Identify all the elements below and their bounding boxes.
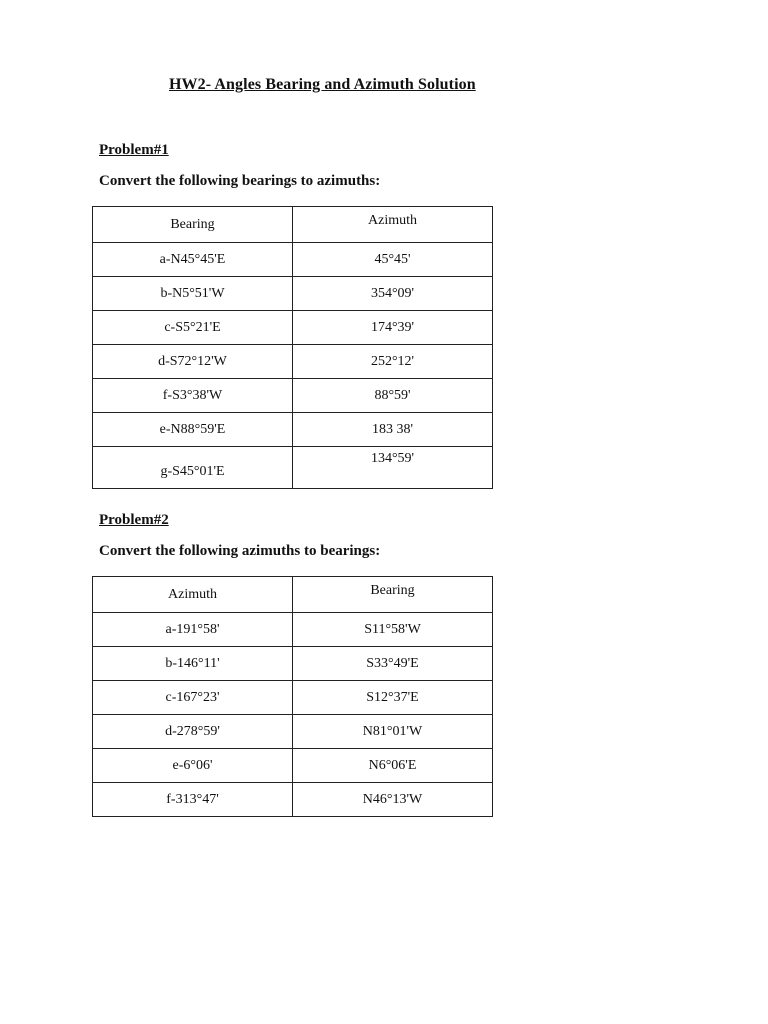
bearing-cell: a-N45°45'E	[93, 243, 293, 277]
problem2-heading: Problem#2	[99, 512, 169, 528]
table-row	[93, 345, 493, 379]
table-row	[93, 413, 493, 447]
column-header-bearing	[293, 577, 493, 613]
azimuth-cell: 45°45'	[293, 243, 493, 277]
azimuth-cell: 183 38'	[293, 413, 493, 447]
azimuth-cell: 252°12'	[293, 345, 493, 379]
azimuth-to-bearing-table	[92, 576, 493, 817]
table-header-row	[93, 577, 493, 613]
bearing-cell: b-N5°51'W	[93, 277, 293, 311]
problem1-instruction: Convert the following bearings to azimuths:	[99, 173, 381, 189]
azimuth-cell: 88°59'	[293, 379, 493, 413]
column-header-azimuth-label: Azimuth	[368, 212, 417, 228]
problem2-instruction: Convert the following azimuths to bearings:	[99, 543, 381, 559]
bearing-cell: d-S72°12'W	[93, 345, 293, 379]
bearing-cell: f-S3°38'W	[93, 379, 293, 413]
table-row	[93, 277, 493, 311]
table-row	[93, 447, 493, 489]
azimuth-cell: a-191°58'	[93, 613, 293, 647]
column-header-azimuth	[293, 207, 493, 243]
bearing-cell: e-N88°59'E	[93, 413, 293, 447]
bearing-cell: S11°58'W	[293, 613, 493, 647]
column-header-bearing: Bearing	[93, 207, 293, 243]
document-title: HW2- Angles Bearing and Azimuth Solution	[169, 76, 476, 93]
table-row	[93, 681, 493, 715]
bearing-cell: N81°01'W	[293, 715, 493, 749]
column-header-azimuth: Azimuth	[93, 577, 293, 613]
table-row	[93, 783, 493, 817]
bearing-to-azimuth-table	[92, 206, 493, 489]
bearing-cell: N46°13'W	[293, 783, 493, 817]
bearing-cell: S12°37'E	[293, 681, 493, 715]
bearing-cell: N6°06'E	[293, 749, 493, 783]
azimuth-cell: c-167°23'	[93, 681, 293, 715]
table-row	[93, 613, 493, 647]
azimuth-cell: d-278°59'	[93, 715, 293, 749]
table-header-row	[93, 207, 493, 243]
table-row	[93, 715, 493, 749]
problem1-heading: Problem#1	[99, 142, 169, 158]
bearing-cell: c-S5°21'E	[93, 311, 293, 345]
bearing-cell: g-S45°01'E	[93, 447, 293, 489]
table-row	[93, 749, 493, 783]
table-row	[93, 243, 493, 277]
azimuth-cell: 174°39'	[293, 311, 493, 345]
table-row	[93, 647, 493, 681]
column-header-bearing-label: Bearing	[370, 582, 415, 598]
azimuth-cell: e-6°06'	[93, 749, 293, 783]
azimuth-cell: f-313°47'	[93, 783, 293, 817]
azimuth-cell: 354°09'	[293, 277, 493, 311]
table-row	[93, 379, 493, 413]
azimuth-cell: 134°59'	[293, 447, 493, 489]
bearing-cell: S33°49'E	[293, 647, 493, 681]
azimuth-cell: b-146°11'	[93, 647, 293, 681]
table-row	[93, 311, 493, 345]
